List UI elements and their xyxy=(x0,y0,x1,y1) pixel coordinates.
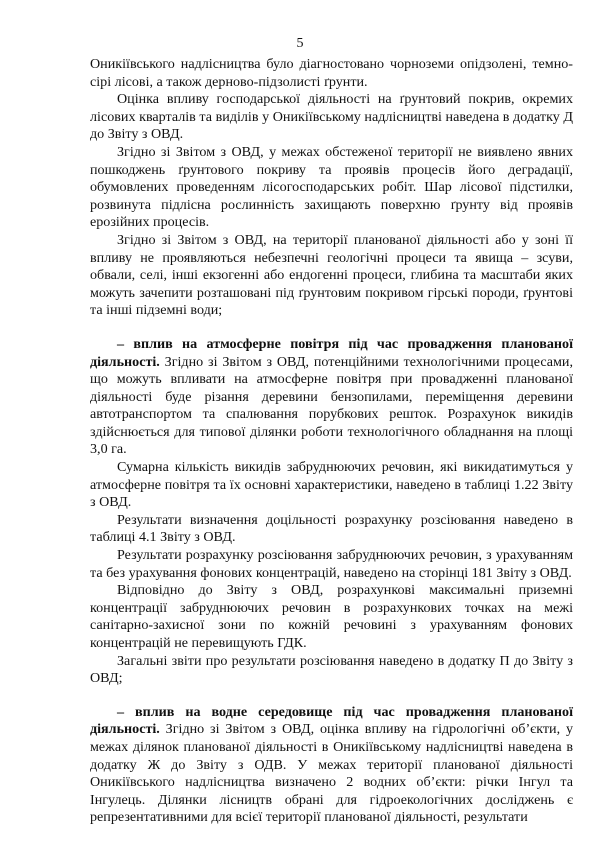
document-body xyxy=(90,56,573,827)
paragraph-water-impact xyxy=(90,704,573,827)
paragraph-dispersion-results: Результати розрахунку розсіювання забруднюючих речовин, з урахуванням та без урахування фонових концентрацій, наведено на сторінці 181 Звіту з ОВД. xyxy=(90,547,573,581)
air-impact-text: Згідно зі Звітом з ОВД, потенційними технологічними процесами, що можуть впливати на атмосферне повітря при провадженні планованої діяльності буде різання деревини бензопилами, переміщення деревини автотранспортом та спалювання порубкових решток. Розрахунок викидів здійснюється для типової ділянки роботи технологічного обладнання на площі 3,0 га. xyxy=(90,353,573,458)
paragraph-dispersion-feasibility: Результати визначення доцільності розрахунку розсіювання наведено в таблиці 4.1 Звіту з ОВД. xyxy=(90,511,573,546)
paragraph-geological-processes: Згідно зі Звітом з ОВД, на території планованої діяльності або у зоні її впливу не проявляються небезпечні геологічні процеси та явища – зсуви, обвали, селі, інші екзогенні або ендогенні процеси, глибина та масштаби яких можуть зачепити розташовані під ґрунтовим покривом гірські породи, ґрунтові та інші підземні води; xyxy=(90,231,573,319)
paragraph-soil-impact-assessment: Оцінка впливу господарської діяльності на ґрунтовий покрив, окремих лісових кварталів та виділів у Оникіївському надлісництві наведена в додатку Д до Звіту з ОВД. xyxy=(90,91,573,143)
paragraph-soil-damage: Згідно зі Звітом з ОВД, у межах обстеженої території не виявлено явних пошкоджень ґрунтового покриву та проявів процесів його деградації, обумовлених проведенням лісогосподарських робіт. Шар лісової підстилки, розвинута підлісна рослинність захищають поверхню ґрунту від проявів ерозійних процесів. xyxy=(90,143,573,231)
paragraph-emissions-total: Сумарна кількість викидів забруднюючих речовин, які викидатимуться у атмосферне повітря та їх основні характеристики, наведено в таблиці 1.22 Звіту з ОВД. xyxy=(90,459,573,511)
paragraph-dispersion-reports: Загальні звіти про результати розсіювання наведено в додатку П до Звіту з ОВД; xyxy=(90,652,573,687)
water-impact-heading: – вплив на водне середовище під час провадження планованої діяльності. xyxy=(90,703,573,738)
page-number: 5 xyxy=(296,36,304,51)
water-impact-text: Згідно зі Звітом з ОВД, оцінка впливу на гідрологічні об’єкти, у межах ділянок планованої діяльності в Оникіївському надлісництві наведена в додатку Ж до Звіту з ОДВ. У межах території планованої діяльності Оникіївського надлісництва визначено 2 водних об’єкти: річки Інгул та Інгулець. Ділянки лісництв обрані для гідроекологічних досліджень є репрезентативними для всієї території планованої діяльності, результати xyxy=(90,721,573,826)
paragraph-air-impact xyxy=(90,336,573,459)
paragraph-soil-types: Оникіївського надлісництва було діагностовано чорноземи опідзолені, темно-сірі лісові, а також дерново-підзолисті ґрунти. xyxy=(90,56,573,90)
paragraph-max-concentrations: Відповідно до Звіту з ОВД, розрахункові максимальні приземні концентрації забруднюючих речовин в розрахункових точках на межі санітарно-захисної зони по кожній речовині з урахуванням фонових концентрацій не перевищують ГДК. xyxy=(90,582,573,651)
air-impact-heading: – вплив на атмосферне повітря під час провадження планованої діяльності. xyxy=(90,335,573,370)
